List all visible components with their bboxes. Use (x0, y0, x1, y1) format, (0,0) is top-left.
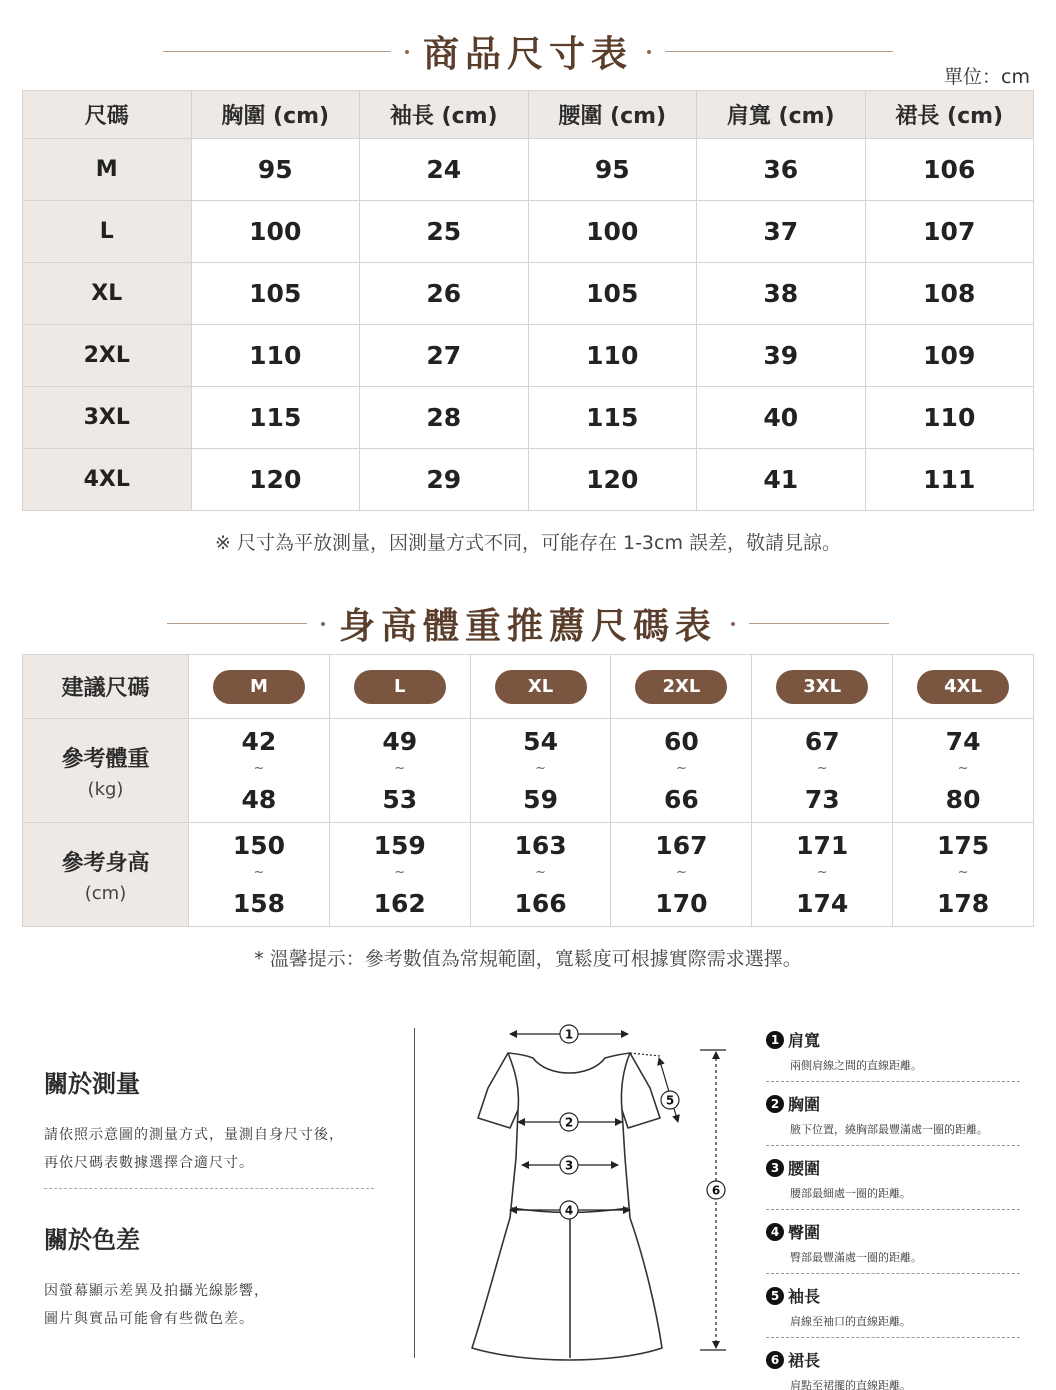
table-cell: 106 (865, 139, 1034, 201)
range-tilde: ~ (816, 760, 828, 776)
title-rule-right (665, 51, 893, 52)
range-min: 49 (382, 726, 418, 756)
table-row (23, 655, 1034, 719)
title-rule-right (749, 623, 889, 624)
range-min: 42 (241, 726, 277, 756)
legend-title: 臀圍 (788, 1223, 821, 1242)
about-color-text: 因螢幕顯示差異及拍攝光線影響， (44, 1283, 269, 1299)
table-cell: 28 (360, 387, 529, 449)
size-cell: L (23, 201, 192, 263)
table-cell: 110 (528, 325, 697, 387)
size-pill: XL (495, 670, 587, 704)
table-row (23, 139, 1034, 201)
marker-6-label: 6 (711, 1183, 721, 1198)
about-measure-text: 請依照示意圖的測量方式，量測自身尺寸後， (44, 1127, 344, 1143)
sleeve-guide (630, 1053, 660, 1056)
title-dot (731, 622, 735, 626)
table-row (23, 449, 1034, 511)
table-row (23, 387, 1034, 449)
table-cell (329, 719, 470, 823)
table-cell: 26 (360, 263, 529, 325)
table-cell: 110 (865, 387, 1034, 449)
legend-title: 裙長 (788, 1351, 821, 1370)
range-max: 59 (523, 784, 558, 814)
table-cell: 36 (697, 139, 866, 201)
range-min: 175 (936, 830, 990, 860)
legend-title: 胸圍 (788, 1095, 821, 1114)
range-max: 80 (945, 784, 981, 814)
table-cell (611, 823, 752, 927)
table-cell: 111 (865, 449, 1034, 511)
legend-item (766, 1028, 1020, 1082)
range-max: 174 (796, 888, 849, 918)
legend-number: 1 (766, 1031, 784, 1049)
column-header: 腰圍 (cm) (528, 91, 697, 139)
range-tilde: ~ (394, 864, 406, 880)
marker-3-label: 3 (564, 1158, 574, 1173)
range-tilde: ~ (394, 760, 406, 776)
table-row (23, 263, 1034, 325)
legend-number: 5 (766, 1287, 784, 1305)
table-cell (189, 655, 330, 719)
range-min: 159 (373, 830, 426, 860)
size-pill: 2XL (635, 670, 727, 704)
marker-6 (707, 1181, 725, 1199)
measurement-legend (766, 1028, 1020, 1390)
range-tilde: ~ (675, 760, 687, 776)
marker-2-label: 2 (564, 1115, 574, 1130)
table-cell: 115 (191, 387, 360, 449)
table-cell (752, 823, 893, 927)
table-cell: 100 (191, 201, 360, 263)
table-cell (611, 655, 752, 719)
table-cell (893, 719, 1034, 823)
table-cell: 27 (360, 325, 529, 387)
table-row (23, 325, 1034, 387)
table-cell: 110 (191, 325, 360, 387)
range-max: 166 (514, 888, 567, 918)
legend-item (766, 1220, 1020, 1274)
legend-desc: 臀部最豐滿處一圈的距離。 (790, 1251, 922, 1264)
about-measure-text: 再依尺碼表數據選擇合適尺寸。 (44, 1155, 254, 1171)
row-header-label: 參考體重 (61, 746, 150, 772)
legend-item (766, 1092, 1020, 1146)
row-header-label: 建議尺碼 (61, 676, 150, 701)
table-cell (752, 719, 893, 823)
sleeve-arrow (659, 1058, 678, 1122)
table-cell: 109 (865, 325, 1034, 387)
row-header (23, 719, 189, 823)
size-cell: 4XL (23, 449, 192, 511)
measurement-arrows (510, 1034, 726, 1350)
range-min: 74 (945, 726, 981, 756)
table-cell (329, 823, 470, 927)
range-min: 67 (804, 726, 840, 756)
table-cell: 120 (528, 449, 697, 511)
table-cell: 24 (360, 139, 529, 201)
table-cell (611, 719, 752, 823)
range-max: 170 (655, 888, 708, 918)
dress-measurement-diagram (430, 1018, 750, 1368)
size-pill: L (354, 670, 446, 704)
size-cell: M (23, 139, 192, 201)
range-max: 53 (382, 784, 418, 814)
table-cell (470, 719, 611, 823)
table-cell: 107 (865, 201, 1034, 263)
column-header: 尺碼 (23, 91, 192, 139)
range-max: 48 (241, 784, 277, 814)
table-cell: 41 (697, 449, 866, 511)
recommend-note: * 溫馨提示：參考數值為常規範圍，寬鬆度可根據實際需求選擇。 (254, 948, 802, 970)
size-chart-title-text: 商品尺寸表 (422, 33, 633, 75)
table-cell: 37 (697, 201, 866, 263)
range-tilde: ~ (957, 760, 969, 776)
title-rule-left (167, 623, 307, 624)
legend-number: 2 (766, 1095, 784, 1113)
title-dot (321, 622, 325, 626)
range-min: 163 (514, 830, 567, 860)
marker-4-label: 4 (564, 1203, 574, 1218)
range-min: 167 (655, 830, 708, 860)
size-cell: 3XL (23, 387, 192, 449)
marker-1-label: 1 (564, 1027, 574, 1042)
table-cell (189, 823, 330, 927)
marker-5 (661, 1091, 679, 1109)
column-header: 肩寬 (cm) (697, 91, 866, 139)
title-dot (405, 50, 409, 54)
legend-number: 3 (766, 1159, 784, 1177)
column-header: 袖長 (cm) (360, 91, 529, 139)
marker-2 (560, 1113, 578, 1131)
legend-title: 袖長 (788, 1287, 821, 1306)
column-header: 胸圍 (cm) (191, 91, 360, 139)
table-cell (470, 655, 611, 719)
size-pill: M (213, 670, 305, 704)
marker-5-label: 5 (665, 1093, 675, 1108)
size-chart-title (0, 26, 1056, 77)
table-row (23, 823, 1034, 927)
divider (44, 1188, 374, 1189)
recommend-title-text: 身高體重推薦尺碼表 (338, 605, 717, 647)
table-cell: 29 (360, 449, 529, 511)
table-cell (470, 823, 611, 927)
legend-desc: 肩線至袖口的直線距離。 (790, 1315, 911, 1328)
table-cell (893, 655, 1034, 719)
table-header-row (23, 91, 1034, 139)
range-min: 54 (523, 726, 558, 756)
size-cell: 2XL (23, 325, 192, 387)
size-cell: XL (23, 263, 192, 325)
range-min: 171 (796, 830, 849, 860)
row-header (23, 823, 189, 927)
about-color-text: 圖片與實品可能會有些微色差。 (44, 1311, 254, 1327)
about-color (44, 1220, 374, 1333)
legend-desc: 腰部最細處一圈的距離。 (790, 1187, 911, 1200)
title-rule-left (163, 51, 391, 52)
table-row (23, 719, 1034, 823)
range-max: 162 (373, 888, 426, 918)
legend-title: 腰圍 (788, 1159, 821, 1178)
row-header-unit: (kg) (87, 778, 124, 800)
legend-title: 肩寬 (788, 1031, 821, 1050)
size-pill: 3XL (776, 670, 868, 704)
vertical-divider (414, 1028, 415, 1358)
table-cell: 40 (697, 387, 866, 449)
table-cell (752, 655, 893, 719)
legend-number: 4 (766, 1223, 784, 1241)
about-color-title: 關於色差 (44, 1226, 140, 1254)
legend-desc: 兩側肩線之間的直線距離。 (790, 1059, 922, 1072)
range-max: 66 (664, 784, 699, 814)
title-dot (647, 50, 651, 54)
size-pill: 4XL (917, 670, 1009, 704)
table-cell (189, 719, 330, 823)
table-cell (329, 655, 470, 719)
table-cell: 115 (528, 387, 697, 449)
range-tilde: ~ (535, 760, 547, 776)
table-row (23, 201, 1034, 263)
table-cell: 105 (191, 263, 360, 325)
table-cell: 25 (360, 201, 529, 263)
marker-1 (560, 1025, 578, 1043)
table-cell: 38 (697, 263, 866, 325)
about-measure-title: 關於測量 (44, 1070, 140, 1098)
range-tilde: ~ (816, 864, 828, 880)
range-min: 60 (664, 726, 699, 756)
range-tilde: ~ (957, 864, 969, 880)
table-cell (893, 823, 1034, 927)
range-max: 178 (936, 888, 990, 918)
table-cell: 108 (865, 263, 1034, 325)
marker-3 (560, 1156, 578, 1174)
row-header (23, 655, 189, 719)
table-cell: 39 (697, 325, 866, 387)
range-min: 150 (232, 830, 285, 860)
recommend-table (22, 654, 1034, 927)
column-header: 裙長 (cm) (865, 91, 1034, 139)
range-max: 158 (232, 888, 285, 918)
about-measure (44, 1064, 374, 1177)
table-cell: 95 (191, 139, 360, 201)
range-tilde: ~ (253, 760, 265, 776)
row-header-label: 參考身高 (61, 850, 150, 876)
recommend-title (0, 598, 1056, 649)
range-max: 73 (804, 784, 840, 814)
range-tilde: ~ (253, 864, 265, 880)
marker-4 (560, 1201, 578, 1219)
table-cell: 95 (528, 139, 697, 201)
table-cell: 120 (191, 449, 360, 511)
range-tilde: ~ (675, 864, 687, 880)
legend-item (766, 1156, 1020, 1210)
legend-number: 6 (766, 1351, 784, 1369)
size-chart-table (22, 90, 1034, 511)
legend-desc: 腋下位置，繞胸部最豐滿處一圈的距離。 (790, 1123, 988, 1136)
unit-label: 單位：cm (944, 66, 1030, 88)
legend-item (766, 1284, 1020, 1338)
range-tilde: ~ (535, 864, 547, 880)
legend-item (766, 1348, 1020, 1390)
row-header-unit: (cm) (84, 882, 127, 904)
table-cell: 100 (528, 201, 697, 263)
table-cell: 105 (528, 263, 697, 325)
size-chart-note: ※ 尺寸為平放測量，因測量方式不同，可能存在 1-3cm 誤差，敬請見諒。 (214, 532, 842, 554)
legend-desc: 肩點至裙擺的直線距離。 (790, 1379, 911, 1390)
